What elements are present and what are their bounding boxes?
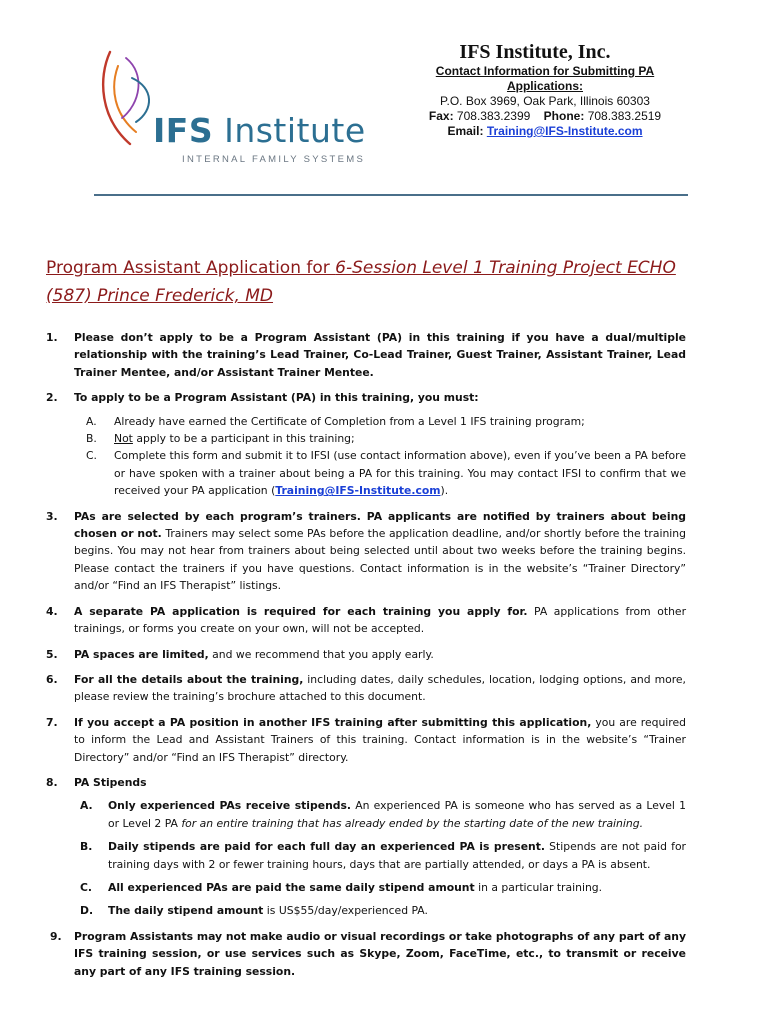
item-bold-text: PAs are selected by each program’s trainers. PA applicants are notified by trainers about being chosen or not.: [74, 509, 686, 541]
logo-word-institute: Institute: [213, 111, 366, 150]
item-number: 6.: [46, 672, 58, 686]
sub-item-2a: [74, 413, 686, 430]
item-text: including dates, daily schedules, location, lodging options, and more, please review the training’s brochure attached to this document.: [74, 672, 686, 704]
phone-label: Phone:: [543, 109, 585, 123]
item-number: 1.: [46, 331, 58, 344]
item-bold-text: PA Stipends: [74, 775, 147, 789]
fax-label: Fax:: [428, 109, 454, 123]
stipend-sub-b: [74, 838, 686, 873]
sub-tail: ).: [440, 484, 449, 498]
sub-text: Stipends are not paid for training days with 2 or fewer training hours, days that are partially attended, or days a PA is absent.: [108, 840, 686, 871]
sub-text: Complete this form and submit it to IFSI (use contact information above), even if you’ve been a PA before or have spoken with a trainer about being a PA for this training. You may contact IFSI to confirm that we received your PA application (: [114, 449, 686, 498]
item-text: PA applications from other trainings, or forms you create on your own, will not be accepted.: [74, 604, 687, 636]
item-number: 9.: [50, 929, 62, 943]
stipend-sub-c: [74, 879, 686, 896]
sub-letter: B.: [86, 432, 97, 446]
contact-fax-phone: [400, 109, 690, 124]
contact-block: [400, 40, 690, 139]
sub-bold: All experienced PAs are paid the same daily stipend amount: [108, 880, 475, 894]
list-item-6: [46, 671, 686, 706]
title-main: Program Assistant Application for: [46, 258, 336, 278]
sub-bold: The daily stipend amount: [108, 904, 264, 918]
org-name: IFS Institute, Inc.: [459, 41, 611, 63]
list-item-1: [46, 329, 686, 381]
list-item-3: [46, 508, 686, 595]
fax-number: 708.383.2399: [456, 109, 531, 123]
list-item-8-subs: [46, 797, 686, 919]
stipend-sub-a: [74, 797, 686, 832]
list-item-2: [46, 389, 686, 406]
sub-letter: C.: [80, 880, 93, 894]
item-number: 3.: [46, 509, 58, 523]
stipend-sub-d: [74, 902, 686, 919]
list-item-7: [46, 714, 686, 766]
sub-item-2b: [74, 430, 686, 447]
sub-text: apply to be a participant in this training;: [132, 432, 355, 446]
email-label: Email:: [447, 124, 484, 138]
sub-bold: Daily stipends are paid for each full day an experienced PA is present.: [108, 840, 545, 854]
title-italic: 6-Session Level 1 Training Project ECHO (587) Prince Frederick, MD: [46, 258, 676, 306]
logo-tagline: INTERNAL FAMILY SYSTEMS: [182, 154, 366, 165]
item-bold-text: To apply to be a Program Assistant (PA) in this training, you must:: [74, 391, 479, 405]
list-item-9: [46, 928, 686, 980]
contact-email: [400, 124, 690, 139]
list-item-5: [46, 646, 686, 663]
item-bold-text: Please don’t apply to be a Program Assistant (PA) in this training if you have a dual/multiple relationship with the training’s Lead Trainer, Co-Lead Trainer, Guest Trainer, Assistant Trainer, Lead Trainer Mentee, and/or Assistant Trainer Mentee.: [74, 331, 686, 379]
list-item-2-subs: [46, 413, 686, 500]
sub-underlined: Not: [114, 432, 133, 446]
item-bold-text: Program Assistants may not make audio or visual recordings or take photographs of any part of any IFS training session, or use services such as Skype, Zoom, FaceTime, etc., to transmit or receive any part of any IFS training session.: [74, 929, 686, 978]
item-bold-text: If you accept a PA position in another IFS training after submitting this application,: [74, 715, 592, 729]
sub-letter: D.: [80, 904, 94, 918]
item-text: Trainers may select some PAs before the application deadline, and/or shortly before the training begins. You may not hear from trainers about being selected until about two weeks before the training begins. Please contact the trainers if you have questions. Contact information is in the website’s “Trainer Directory” and/or “Find an IFS Therapist” listings.: [74, 527, 686, 593]
email-link[interactable]: Training@IFS-Institute.com: [275, 484, 441, 498]
instructions-list: [46, 329, 686, 980]
sub-text: in a particular training.: [474, 880, 603, 894]
item-number: 2.: [46, 391, 58, 405]
ifs-institute-logo: [96, 48, 386, 173]
contact-address: P.O. Box 3969, Oak Park, Illinois 60303: [440, 94, 650, 108]
item-bold-text: PA spaces are limited,: [74, 647, 209, 661]
sub-letter: A.: [80, 799, 93, 813]
item-number: 7.: [46, 715, 58, 729]
item-text: you are required to inform the Lead and Assistant Trainers of this training. Contact information is in the website’s “Trainer Directory” and/or “Find an IFS Therapist” directory.: [74, 715, 686, 764]
item-number: 5.: [46, 647, 58, 661]
sub-text: is US$55/day/experienced PA.: [263, 904, 428, 918]
sub-italic: for an entire training that has already ended by the starting date of the new training.: [181, 816, 644, 830]
email-link[interactable]: Training@IFS-Institute.com: [486, 124, 643, 138]
phone-number: 708.383.2519: [587, 109, 662, 123]
sub-bold: Only experienced PAs receive stipends.: [108, 799, 352, 813]
sub-letter: B.: [80, 840, 93, 854]
item-number: 8.: [46, 775, 58, 789]
logo-wordmark: [153, 111, 366, 150]
header-divider: [94, 194, 688, 196]
sub-text: Already have earned the Certificate of Completion from a Level 1 IFS training program;: [114, 414, 585, 428]
item-number: 4.: [46, 604, 58, 618]
item-text: and we recommend that you apply early.: [208, 647, 434, 661]
page-title: [46, 254, 726, 310]
item-bold-text: For all the details about the training,: [74, 672, 304, 686]
logo-word-ifs: IFS: [153, 111, 214, 150]
list-item-8: [46, 774, 686, 791]
sub-letter: A.: [86, 414, 97, 428]
contact-heading: Contact Information for Submitting PA Applications:: [435, 64, 655, 93]
list-item-4: [46, 603, 686, 638]
sub-letter: C.: [86, 449, 97, 463]
sub-item-2c: [74, 447, 686, 499]
item-bold-text: A separate PA application is required for each training you apply for.: [74, 604, 528, 618]
sub-text: An experienced PA is someone who has served as a Level 1 or Level 2 PA: [108, 799, 686, 830]
